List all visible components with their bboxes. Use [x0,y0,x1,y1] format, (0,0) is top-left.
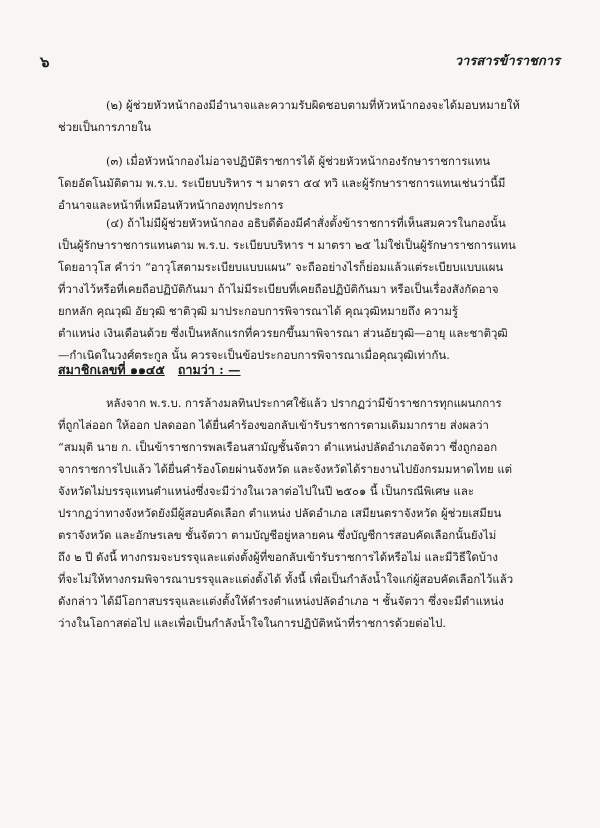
text-line: อำนาจและหน้าที่เหมือนหัวหน้ากองทุกประการ [58,198,284,212]
paragraph-item-3 [58,150,556,216]
text-line: เป็นผู้รักษาราชการแทนตาม พ.ร.บ. ระเบียบบริหาร ฯ มาตรา ๒๕ ไม่ใช่เป็นผู้รักษาราชการแทน [58,238,516,252]
text-line: ปรากฏว่าทางจังหวัดยังมีผู้สอบคัดเลือก ตำแหน่ง ปลัดอำเภอ เสมียนตราจังหวัด ผู้ช่วยเสมียน [58,506,502,520]
journal-title: วารสารข้าราชการ [454,54,560,69]
question-label: ถามว่า : — [177,362,241,377]
text-line: โดยอัตโนมัติตาม พ.ร.บ. ระเบียบบริหาร ฯ มาตรา ๕๔ ทวิ และผู้รักษาราชการแทนเช่นว่านี้มี [58,176,506,190]
text-line: (๒) ผู้ช่วยหัวหน้ากองมีอำนาจและความรับผิดชอบตามที่หัวหน้ากองจะได้มอบหมายให้ [106,98,520,112]
text-line: หลังจาก พ.ร.บ. การล้างมลทินประกาศใช้แล้ว ปรากฏว่ามีข้าราชการทุกแผนกการ [106,396,502,410]
text-line: “สมมุติ นาย ก. เป็นข้าราชการพลเรือนสามัญชั้นจัตวา ตำแหน่งปลัดอำเภอจัตวา ซึ่งถูกออก [58,440,498,454]
text-line: ตำแหน่ง เงินเดือนด้วย ซึ่งเป็นหลักแรกที่ควรยกขึ้นมาพิจารณา ส่วนอัยวุฒิ—อายุ และชาติวุฒิ [58,326,508,340]
text-line: (๓) เมื่อหัวหน้ากองไม่อาจปฏิบัติราชการได้ ผู้ช่วยหัวหน้ากองรักษาราชการแทน [106,154,491,168]
text-line: —กำเนิดในวงศ์ตระกูล นั้น ควรจะเป็นข้อประกอบการพิจารณาเมื่อคุณวุฒิเท่ากัน. [58,348,450,362]
text-line: (๔) ถ้าไม่มีผู้ช่วยหัวหน้ากอง อธิบดีต้องมีคำสั่งตั้งข้าราชการที่เห็นสมควรในกองนั้น [106,216,506,230]
text-line: จังหวัดไม่บรรจุแทนตำแหน่งซึ่งจะมีว่างในเวลาต่อไปในปี ๒๕๐๑ นี้ เป็นกรณีพิเศษ และ [58,484,474,498]
text-line: ช่วยเป็นการภายใน [58,120,152,134]
text-line: ดังกล่าว ได้มีโอกาสบรรจุและแต่งตั้งให้ดำรงตำแหน่งปลัดอำเภอ ฯ ชั้นจัตวา ซึ่งจะมีตำแหน่ง [58,594,504,608]
text-line: ยกหลัก คุณวุฒิ อัยวุฒิ ชาติวุฒิ มาประกอบการพิจารณาได้ คุณวุฒิหมายถึง ความรู้ [58,304,458,318]
text-line: ว่างในโอกาสต่อไป และเพื่อเป็นกำลังน้ำใจในการปฏิบัติหน้าที่ราชการด้วยต่อไป. [58,616,446,630]
text-line: ที่ถูกไล่ออก ให้ออก ปลดออก ได้ยื่นคำร้องขอกลับเข้ารับราชการตามเดิมมากราย ส่งผลว่า [58,418,489,432]
text-line: ตราจังหวัด และอักษรเลข ชั้นจัตวา ตามบัญชีอยู่หลายคน ซึ่งบัญชีการสอบคัดเลือกนั้นยังไม่ [58,528,497,542]
text-line: โดยอาวุโส คำว่า “อาวุโสตามระเบียบแบบแผน” จะถืออย่างไรก็ย่อมแล้วแต่ระเบียบแบบแผน [58,260,504,274]
paragraph-item-4 [58,212,556,366]
member-number-label: สมาชิกเลขที่ ๑๑๔๕ [58,362,165,377]
text-line: จากราชการไปแล้ว ได้ยื่นคำร้องโดยผ่านจังหวัด และจังหวัดได้รายงานไปยังกรมมหาดไทย แต่ [58,462,513,476]
section-heading [58,360,241,380]
text-line: ถึง ๒ ปี ดังนี้ ทางกรมจะบรรจุและแต่งตั้งผู้ที่ขอกลับเข้ารับราชการได้หรือไม่ และมีวิธีใดบ้าง [58,550,498,564]
paragraph-item-2 [58,94,556,138]
text-line: ที่วางไว้หรือที่เคยถือปฏิบัติกันมา ถ้าไม่มีระเบียบที่เคยถือปฏิบัติกันมา หรือเป็นเรื่องสังกัดอาจ [58,282,499,296]
page-number: ๖ [40,53,50,71]
text-line: ที่จะไม่ให้ทางกรมพิจารณาบรรจุและแต่งตั้งได้ ทั้งนี้ เพื่อเป็นกำลังน้ำใจแก่ผู้สอบคัดเลือกไว้แล้ว [58,572,514,586]
question-paragraph [58,392,556,634]
